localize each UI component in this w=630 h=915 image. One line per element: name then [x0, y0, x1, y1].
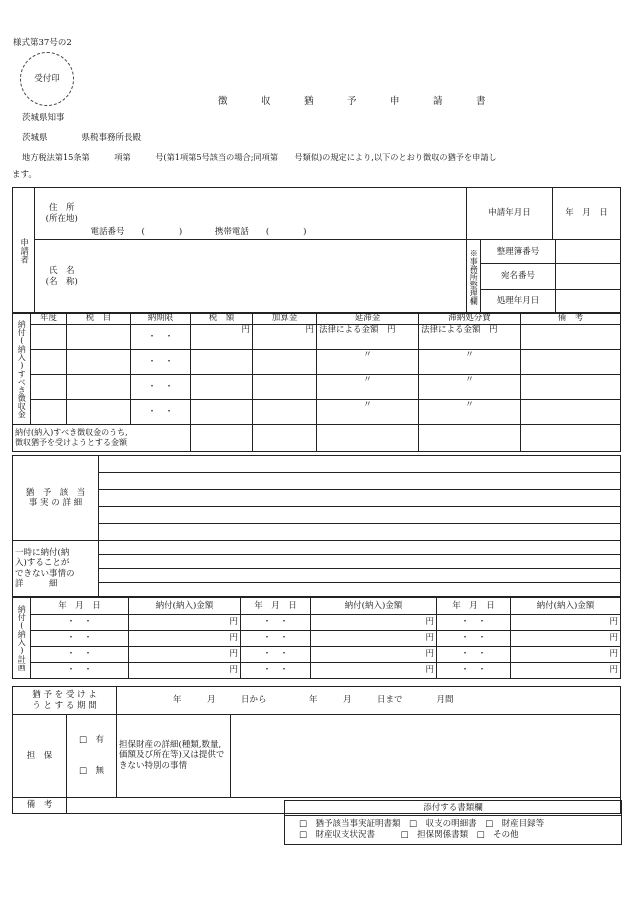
deferral-facts-line[interactable]	[99, 507, 621, 524]
penalty-cell[interactable]	[253, 400, 317, 425]
collateral-no-checkbox[interactable]: □ 無	[78, 765, 105, 776]
deferral-amount-cell[interactable]	[419, 425, 521, 452]
collateral-label: 担 保	[13, 715, 67, 798]
plan-amount-cell[interactable]: 円	[311, 631, 437, 647]
deferral-period-field[interactable]: 年 月 日から 年 月 日まで 月間	[117, 687, 621, 715]
plan-date-cell[interactable]: ・ ・	[437, 647, 511, 663]
tax-table	[12, 312, 621, 452]
office-row-field[interactable]	[556, 264, 621, 289]
tax-header: 延滞金	[317, 313, 419, 325]
plan-amount-cell[interactable]: 円	[129, 631, 241, 647]
plan-date-header: 年 月 日	[241, 598, 311, 615]
office-use-label: ※事務所整理欄	[467, 240, 481, 314]
plan-side-label: 納付(納入)計画	[13, 598, 31, 679]
plan-date-cell[interactable]: ・ ・	[31, 615, 129, 631]
attachments-title: 添付する書類欄	[285, 801, 621, 816]
due-date-cell[interactable]: ・ ・	[131, 325, 191, 350]
tax-remarks-cell[interactable]	[521, 350, 621, 375]
deferral-facts-line[interactable]	[99, 524, 621, 541]
plan-date-cell[interactable]: ・ ・	[241, 615, 311, 631]
delay-cell[interactable]: 〃	[317, 350, 419, 375]
plan-date-cell[interactable]: ・ ・	[31, 631, 129, 647]
mobile-label: 携帯電話 ( )	[214, 226, 307, 237]
plan-amount-cell[interactable]: 円	[511, 647, 621, 663]
deferral-facts-line[interactable]	[99, 456, 621, 473]
deferral-amount-label: 納付(納入)すべき徴収金のうち, 徴収猶予を受けようとする金額	[13, 425, 191, 452]
plan-date-cell[interactable]: ・ ・	[437, 631, 511, 647]
tax-cell[interactable]	[31, 350, 67, 375]
deferral-amount-cell[interactable]	[253, 425, 317, 452]
plan-date-cell[interactable]: ・ ・	[31, 647, 129, 663]
plan-amount-cell[interactable]: 円	[511, 631, 621, 647]
collateral-detail-field[interactable]	[231, 715, 621, 798]
office-row-label: 宛名番号	[481, 264, 556, 289]
plan-amount-header: 納付(納入)金額	[511, 598, 621, 615]
tax-header: 備 考	[521, 313, 621, 325]
tax-remarks-cell[interactable]	[521, 400, 621, 425]
collateral-detail-label: 担保財産の詳細(種類,数量,価額及び所在等)又は提供できない特別の事情	[117, 715, 231, 798]
inability-reason-line[interactable]	[99, 583, 621, 597]
deferral-amount-cell[interactable]	[521, 425, 621, 452]
tax-cell[interactable]	[67, 375, 131, 400]
addressee-governor: 茨城県知事	[22, 113, 65, 123]
form-number: 様式第37号の2	[13, 38, 72, 48]
plan-date-cell[interactable]: ・ ・	[241, 663, 311, 679]
attachments-row-1[interactable]: □ 猶予該当事実証明書類 □ 収支の明細書 □ 財産目録等	[299, 819, 545, 830]
tax-header: 税 額	[191, 313, 253, 325]
plan-amount-cell[interactable]: 円	[511, 663, 621, 679]
tax-header: 納期限	[131, 313, 191, 325]
disposal-cell[interactable]: 〃	[419, 350, 521, 375]
collateral-yes-checkbox[interactable]: □ 有	[78, 735, 105, 746]
office-row-field[interactable]	[556, 289, 621, 313]
intro-text-end: ます。	[12, 170, 37, 180]
deferral-period-label: 猶 予 を 受 け よ う と す る 期 間	[13, 687, 117, 715]
plan-amount-cell[interactable]: 円	[311, 615, 437, 631]
tax-cell[interactable]	[31, 325, 67, 350]
plan-amount-cell[interactable]: 円	[129, 663, 241, 679]
tax-side-label: 納付(納入)すべき徴収金	[13, 313, 31, 425]
disposal-cell[interactable]: 〃	[419, 400, 521, 425]
deferral-facts-label: 猶 予 該 当 事 実 の 詳 細	[13, 456, 99, 541]
name-field[interactable]	[89, 240, 467, 314]
intro-text: 地方税法第15条第 項第 号(第1項第5号該当の場合;同項第 号類似)の規定により,以下のとおり徴収の猶予を申請し	[22, 152, 497, 162]
penalty-cell[interactable]	[253, 350, 317, 375]
inability-reason-label: 一時に納付(納 入)することが できない事情の 詳 細	[13, 541, 99, 597]
tax-header: 加算金	[253, 313, 317, 325]
due-date-cell[interactable]: ・ ・	[131, 375, 191, 400]
addressee-office: 茨城県 県税事務所長殿	[22, 133, 142, 143]
tax-amount-cell[interactable]	[191, 350, 253, 375]
tax-cell[interactable]	[31, 400, 67, 425]
plan-date-header: 年 月 日	[31, 598, 129, 615]
address-label: 住 所 (所在地)	[35, 188, 89, 240]
attachments-row-2[interactable]: □ 財産収支状況書 □ 担保関係書類 □ その他	[299, 830, 519, 841]
deferral-amount-cell[interactable]	[191, 425, 253, 452]
tax-cell[interactable]	[67, 325, 131, 350]
tax-header: 税 目	[67, 313, 131, 325]
office-use-table	[481, 240, 620, 313]
plan-amount-header: 納付(納入)金額	[311, 598, 437, 615]
plan-amount-cell[interactable]: 円	[129, 647, 241, 663]
plan-amount-cell[interactable]: 円	[511, 615, 621, 631]
name-label: 氏 名 (名 称)	[35, 240, 89, 314]
tax-amount-cell[interactable]	[191, 375, 253, 400]
period-table	[12, 686, 621, 814]
disposal-cell[interactable]: 法律による金額 円	[419, 325, 521, 350]
delay-cell[interactable]: 法律による金額 円	[317, 325, 419, 350]
phone-label: 電話番号 ( )	[90, 226, 183, 237]
penalty-cell[interactable]: 円	[253, 325, 317, 350]
inability-reason-line[interactable]	[99, 555, 621, 569]
attachments-box	[284, 800, 622, 845]
plan-amount-cell[interactable]: 円	[311, 647, 437, 663]
plan-date-cell[interactable]: ・ ・	[31, 663, 129, 679]
tax-cell[interactable]	[67, 400, 131, 425]
inability-reason-line[interactable]	[99, 569, 621, 583]
plan-date-cell[interactable]: ・ ・	[437, 615, 511, 631]
office-row-field[interactable]	[556, 240, 621, 264]
address-field[interactable]	[89, 188, 467, 240]
tax-amount-cell[interactable]	[191, 400, 253, 425]
plan-amount-header: 納付(納入)金額	[129, 598, 241, 615]
due-date-cell[interactable]: ・ ・	[131, 350, 191, 375]
plan-amount-cell[interactable]: 円	[129, 615, 241, 631]
deferral-facts-line[interactable]	[99, 490, 621, 507]
payment-plan-table	[12, 597, 621, 679]
remarks-label: 備 考	[13, 797, 67, 813]
deferral-amount-cell[interactable]	[317, 425, 419, 452]
applicant-table	[12, 187, 621, 314]
application-date-label: 申請年月日	[467, 188, 553, 240]
tax-header: 年度	[31, 313, 67, 325]
delay-cell[interactable]: 〃	[317, 400, 419, 425]
tax-remarks-cell[interactable]	[521, 325, 621, 350]
plan-date-cell[interactable]: ・ ・	[241, 631, 311, 647]
detail-table	[12, 455, 621, 597]
reception-stamp	[20, 52, 74, 106]
plan-date-cell[interactable]: ・ ・	[437, 663, 511, 679]
office-row-label: 整理簿番号	[481, 240, 556, 264]
application-date-field[interactable]: 年 月 日	[553, 188, 621, 240]
tax-header: 滞納処分費	[419, 313, 521, 325]
tax-cell[interactable]	[67, 350, 131, 375]
inability-reason-line[interactable]	[99, 541, 621, 555]
tax-cell[interactable]	[31, 375, 67, 400]
stamp-label: 受付印	[34, 73, 60, 84]
office-row-label: 処理年月日	[481, 289, 556, 313]
delay-cell[interactable]: 〃	[317, 375, 419, 400]
plan-date-cell[interactable]: ・ ・	[241, 647, 311, 663]
form-title: 徴 収 猶 予 申 請 書	[218, 96, 498, 107]
penalty-cell[interactable]	[253, 375, 317, 400]
due-date-cell[interactable]: ・ ・	[131, 400, 191, 425]
deferral-facts-line[interactable]	[99, 473, 621, 490]
disposal-cell[interactable]: 〃	[419, 375, 521, 400]
applicant-section-label: 申請者	[13, 188, 35, 314]
tax-remarks-cell[interactable]	[521, 375, 621, 400]
plan-date-header: 年 月 日	[437, 598, 511, 615]
plan-amount-cell[interactable]: 円	[311, 663, 437, 679]
tax-amount-cell[interactable]: 円	[191, 325, 253, 350]
